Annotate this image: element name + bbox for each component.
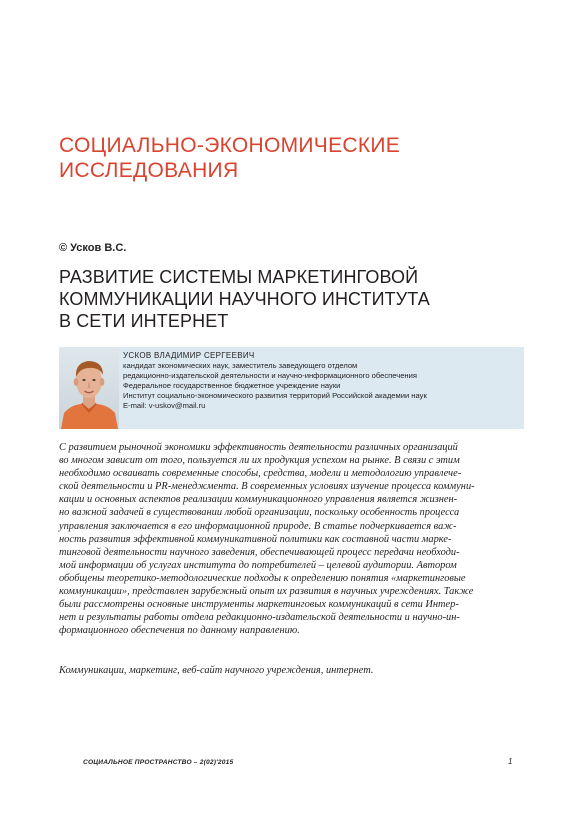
article-title-line-1: РАЗВИТИЕ СИСТЕМЫ МАРКЕТИНГОВОЙ (59, 267, 419, 287)
author-info (123, 351, 521, 411)
section-title-line-2: ИССЛЕДОВАНИЯ (59, 159, 239, 182)
abstract-line: обобщены теоретико-методологические подходы к определению понятия «маркетинговые (59, 572, 466, 584)
author-institution: Институт социально-экономического развития территорий Российской академии наук (123, 391, 427, 400)
abstract-line: мой информации об услугах института до потребителей – целевой аудитории. Автором (59, 559, 457, 571)
author-email: E-mail: v-uskov@mail.ru (123, 401, 206, 410)
author-institution-type: Федеральное государственное бюджетное учреждение науки (123, 381, 341, 390)
article-title-line-3: В СЕТИ ИНТЕРНЕТ (59, 311, 229, 331)
abstract (59, 441, 516, 637)
article-title (59, 266, 519, 332)
abstract-line: тинговой деятельности научного заведения, обеспечивающей процесс передачи необходи- (59, 546, 460, 558)
author-info-box (59, 347, 524, 429)
abstract-line: но важной задачей в существовании любой организации, поскольку особенность процесса (59, 507, 460, 519)
abstract-line: нет и результаты работы отдела редакционно-издательской деятельности и научно-ин- (59, 612, 460, 624)
abstract-line: были рассмотрены основные инструменты маркетинговых коммуникаций в сети Интер- (59, 599, 459, 611)
abstract-line: ность развития эффективной коммуникативной политики как составной части марке- (59, 533, 452, 545)
abstract-line: управления заключается в его информационной природе. В статье подчеркивается важ- (59, 520, 457, 532)
section-title-line-1: СОЦИАЛЬНО-ЭКОНОМИЧЕСКИЕ (59, 134, 401, 157)
author-department: редакционно-издательской деятельности и научно-информационного обеспечения (123, 371, 417, 380)
copyright-author: © Усков В.С. (59, 242, 127, 254)
keywords: Коммуникации, маркетинг, веб-сайт научного учреждения, интернет. (59, 665, 374, 676)
abstract-line: необходимо осваивать современные способы, средства, модели и методологию управлече- (59, 468, 462, 480)
section-title (59, 133, 499, 183)
abstract-line: формационного обеспечения по данному направлению. (59, 625, 300, 637)
abstract-line: кации и основных аспектов реализации коммуникационного управления является жизнен- (59, 494, 458, 506)
abstract-line: коммуникации», представлен зарубежный опыт их развития в научных учреждениях. Также (59, 586, 474, 598)
author-photo (59, 347, 119, 429)
article-title-line-2: КОММУНИКАЦИИ НАУЧНОГО ИНСТИТУТА (59, 289, 430, 309)
abstract-line: во многом зависит от того, пользуется ли их продукция успехом на рынке. В связи с этим (59, 455, 460, 467)
footer-journal-name: СОЦИАЛЬНОЕ ПРОСТРАНСТВО – 2(02)'2015 (83, 759, 234, 766)
abstract-line: ской деятельности и PR-менеджмента. В современных условиях изучение процесса коммуни- (59, 481, 475, 493)
author-name: УСКОВ ВЛАДИМИР СЕРГЕЕВИЧ (123, 351, 255, 360)
abstract-line: С развитием рыночной экономики эффективность деятельности различных организаций (59, 442, 458, 453)
author-degree: кандидат экономических наук, заместитель заведующего отделом (123, 361, 358, 370)
page-number: 1 (508, 757, 513, 766)
